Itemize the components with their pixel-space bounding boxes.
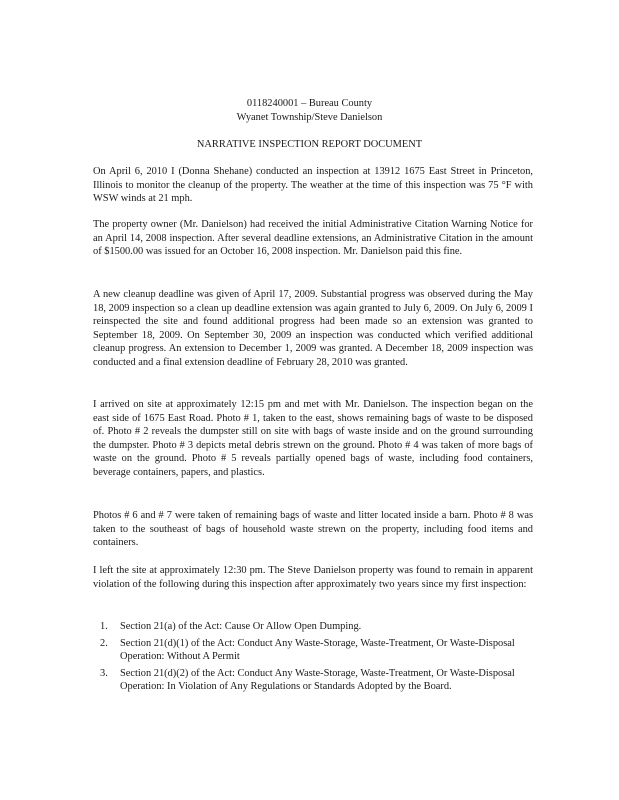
paragraph-text: A new cleanup deadline was given of April 17, 2009. Substantial progress was observed during the May 18, 2009 inspection so a clean up deadline extension was again granted to July 6, 2009. On July 6, 2009 I reinspected the site and found additional progress had been made so an extension was granted to September 18, 2009. On September 30, 2009 an inspection was conducted which verified additional cleanup progress. An extension to December 1, 2009 was granted. A December 18, 2009 inspection was conducted and a final extension deadline of February 28, 2010 was granted.: [93, 289, 533, 368]
list-item-number: 3.: [100, 667, 108, 679]
paragraph-text: I arrived on site at approximately 12:15 pm and met with Mr. Danielson. The inspection began on the east side of 1675 East Road. Photo # 1, taken to the east, shows remaining bags of waste to be disposed of. Photo # 2 reveals the dumpster still on site with bags of waste inside and on the ground surrounding the dumpster. Photo # 3 depicts metal debris strewn on the ground. Photo # 4 was taken of more bags of waste on the ground. Photo # 5 reveals partially opened bags of waste, including food containers, beverage containers, papers, and plastics.: [93, 399, 533, 478]
list-item: [100, 637, 520, 664]
paragraph-violation-summary: [93, 564, 533, 591]
paragraph-deadline-extensions: [93, 288, 533, 370]
paragraph-text: Photos # 6 and # 7 were taken of remaining bags of waste and litter located inside a barn. Photo # 8 was taken to the southeast of bags of household waste strewn on the property, including food items and containers.: [93, 510, 533, 549]
violations-list: [100, 620, 520, 697]
header-township-line: Wyanet Township/Steve Danielson: [236, 112, 383, 123]
list-item: [100, 667, 520, 694]
paragraph-text: The property owner (Mr. Danielson) had received the initial Administrative Citation Warning Notice for an April 14, 2008 inspection. After several deadline extensions, an Administrative Citation in the amount of $1500.00 was issued for an October 16, 2008 inspection. Mr. Danielson paid this fine.: [93, 219, 533, 258]
list-item-text: Section 21(a) of the Act: Cause Or Allow Open Dumping.: [120, 621, 362, 632]
paragraph-barn-photos: [93, 509, 533, 550]
list-item-text: Section 21(d)(2) of the Act: Conduct Any Waste-Storage, Waste-Treatment, Or Waste-Disposal Operation: In Violation of Any Regulations or Standards Adopted by the Board.: [120, 667, 515, 693]
list-item-text: Section 21(d)(1) of the Act: Conduct Any Waste-Storage, Waste-Treatment, Or Waste-Disposal Operation: Without A Permit: [120, 637, 515, 663]
list-item-number: 1.: [100, 621, 108, 632]
list-item-number: 2.: [100, 637, 108, 649]
document-title: NARRATIVE INSPECTION REPORT DOCUMENT: [196, 139, 423, 150]
list-item: [100, 620, 520, 634]
paragraph-text: On April 6, 2010 I (Donna Shehane) conducted an inspection at 13912 1675 East Street in Princeton, Illinois to monitor the cleanup of the property. The weather at the time of this inspection was 75 °F with WSW winds at 21 mph.: [93, 166, 533, 205]
paragraph-citation-history: [93, 218, 533, 259]
paragraph-site-photos: [93, 398, 533, 480]
paragraph-inspection-intro: [93, 165, 533, 206]
header-id-line: 0118240001 – Bureau County: [246, 98, 373, 109]
paragraph-text: I left the site at approximately 12:30 pm. The Steve Danielson property was found to remain in apparent violation of the following during this inspection after approximately two years since my first inspection:: [93, 565, 533, 590]
